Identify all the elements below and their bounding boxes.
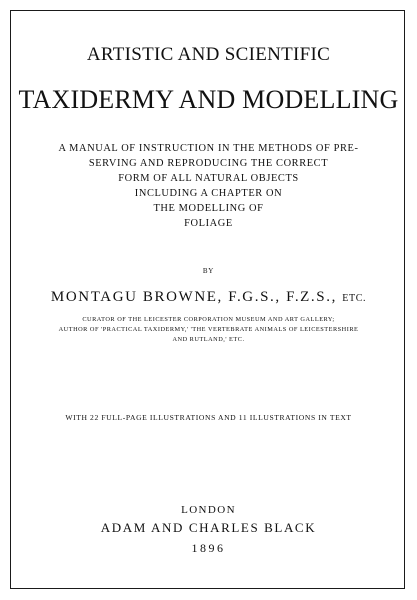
subtitle-line: THE MODELLING OF [153, 203, 264, 214]
author-credential-line: AND RUTLAND,' ETC. [172, 336, 245, 343]
subtitle-line: FORM OF ALL NATURAL OBJECTS [118, 173, 299, 184]
author-credential-line: AUTHOR OF 'PRACTICAL TAXIDERMY,' 'THE VERTEBRATE ANIMALS OF LEICESTERSHIRE [58, 326, 359, 333]
subtitle-line: FOLIAGE [184, 218, 233, 229]
imprint-publisher: ADAM AND CHARLES BLACK [100, 520, 317, 535]
imprint-year: 1896 [191, 541, 226, 555]
author-name-line [10, 289, 407, 306]
author-name: MONTAGU BROWNE, F.G.S., F.Z.S., [50, 289, 337, 305]
author-credential-line: CURATOR OF THE LEICESTER CORPORATION MUSEUM AND ART GALLERY; [82, 316, 335, 323]
subtitle-line: A MANUAL OF INSTRUCTION IN THE METHODS OF PRE- [58, 143, 359, 154]
subtitle-line: INCLUDING A CHAPTER ON [134, 188, 283, 199]
by-label: BY [202, 267, 215, 275]
subtitle-line: SERVING AND REPRODUCING THE CORRECT [88, 158, 329, 169]
illustrations-note: WITH 22 FULL-PAGE ILLUSTRATIONS AND 11 ILLUSTRATIONS IN TEXT [65, 413, 352, 422]
imprint-place: LONDON [181, 504, 236, 516]
title-line-2: TAXIDERMY AND MODELLING [18, 85, 399, 114]
title-line-1: ARTISTIC AND SCIENTIFIC [86, 44, 331, 65]
author-suffix: ETC. [342, 293, 367, 304]
